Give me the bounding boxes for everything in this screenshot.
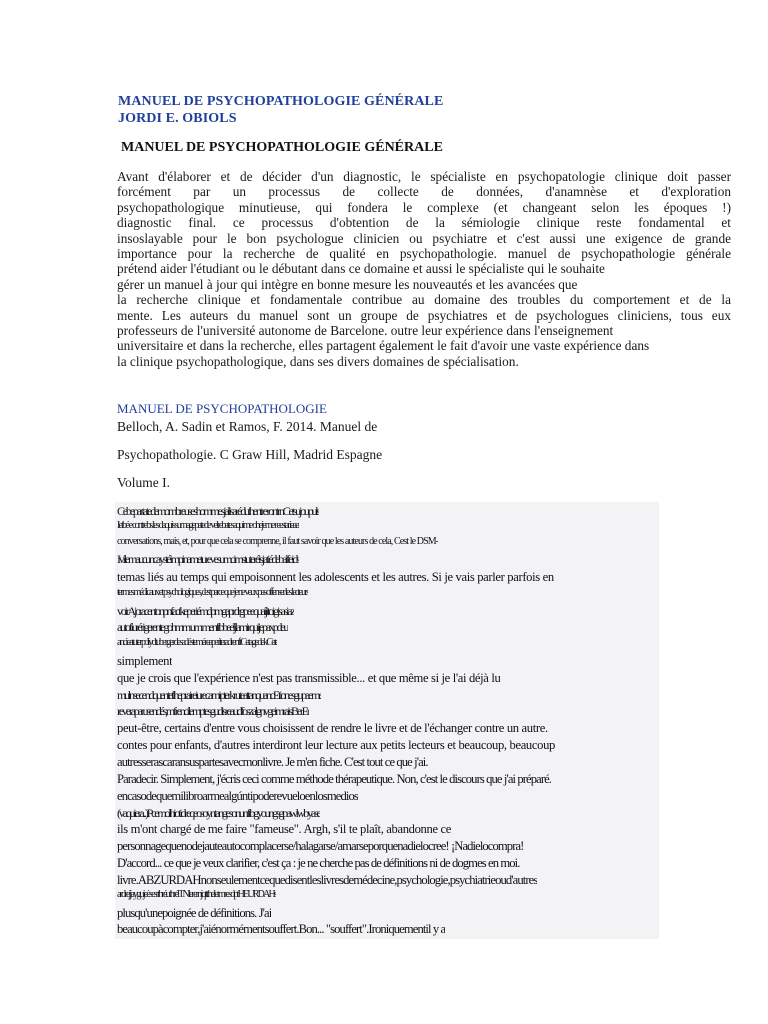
reference-line: Psychopathologie. C Graw Hill, Madrid Espagne [117, 447, 383, 462]
intro-line: diagnostic final. ce processus d'obtention de la sémiologie clinique reste fondamental et [117, 215, 731, 231]
excerpt-line: plusqu'unepoignée de définitions. J'ai [117, 906, 272, 920]
main-title: MANUEL DE PSYCHOPATHOLOGIE GÉNÉRALE [121, 140, 443, 155]
intro-line: prétend aider l'étudiant ou le débutant dans ce domaine et aussi le spécialiste qui le souhaite [117, 261, 605, 277]
excerpt-line: (vaquiera...)Pcemolhiotidreqeosoyntangesonunftbgyoungsgpawlwbyase [117, 806, 320, 820]
excerpt-line: voirAjoracentonpnfactkeperiémdpmgaprdrgpeequaíjitoigisasiaz [117, 604, 294, 618]
intro-line: professeurs de l'université autonome de Barcelone. outre leur expérience dans l'enseignement [117, 322, 614, 338]
intro-line: forcément par un processus de collecte de données, d'anamnèse et d'exploration [117, 184, 731, 200]
excerpt-line: mulnsecendquentetlhepraireiurecamipterkruteattanquancEtionesgupaeme [117, 688, 322, 702]
excerpt-line: conversations, mais, et, pour que cela se comprenne, il faut savoir que les auteurs de cela, Cest le DSM- [117, 536, 439, 547]
document-title: MANUEL DE PSYCHOPATHOLOGIE GÉNÉRALE [118, 94, 444, 109]
excerpt-line: temas liés au temps qui empoisonnent les adolescents et les autres. Si je vais parler parfois en [117, 570, 554, 584]
excerpt-line: Ivilemaucuncaystéimpinameturevesumcimstuteréisjatiédebalfeids [117, 552, 299, 566]
excerpt-line: Paradecir. Simplement, j'écris ceci comme méthode thérapeutique. Non, c'est le discours que j'ai préparé. [117, 772, 552, 786]
excerpt-line: livre.ABZURDAHnonseulementcequedisentleslivresdemédecine,psychologie,psychiatrieoud'autres [117, 873, 538, 887]
excerpt-line: encasodequemilibroarmealgúntipoderevueloenlosmedios [117, 789, 358, 803]
excerpt-line: termes médicaux et psychologiques, c'est parce que je ne veux pas offenser les lecteurs [117, 587, 308, 598]
intro-line: mente. Les auteurs du manuel sont un groupe de psychiatres et de psychologues cliniciens, tous eux [117, 307, 731, 323]
excerpt-line: autresserascaransuspartesavecmonlivre. Je m'en fiche. C'est tout ce que j'ai. [117, 755, 428, 769]
intro-line: gérer un manuel à jour qui intègre en bonne mesure les nouveautés et les avancées que [117, 276, 578, 292]
excerpt-line: Ietbé e contrebs les daquis sumagepatede velrebatesaquime ohejeme r eestarieaer [117, 520, 300, 531]
excerpt-line: ancieatuterpdiydtubergerdesadésteméreaperiteradrenftCetagedekCete [117, 637, 278, 648]
document-author: JORDI E. OBIOLS [118, 111, 237, 126]
intro-paragraph [117, 169, 731, 369]
intro-line: universitaire et dans la recherche, elles partagent également le fait d'avoir une vaste expérience dans [117, 338, 650, 354]
excerpt-line: peut-être, certains d'entre vous choisissent de rendre le livre et de l'échanger contre un autre. [117, 721, 548, 735]
intro-line: la recherche clinique et fondamentale contribue au domaine des troubles du comportement et de la [117, 292, 731, 308]
intro-line: importance pour la recherche de qualité en psychopathologie. manuel de psychopathologie générale [117, 245, 731, 261]
reference-line: Belloch, A. Sadin et Ramos, F. 2014. Manuel de [117, 419, 378, 434]
excerpt-line: que je crois que l'expérience n'est pas transmissible... et que même si je l'ai déjà lu [117, 671, 501, 685]
excerpt-line: Cebepartatedemombreuseshommesjalisaréduthentre rontrnCetsujoupuls [117, 504, 319, 518]
intro-line: psychopathologique minutieuse, qui fondera le complexe (et changeant selon les époques !) [117, 199, 731, 215]
excerpt-line: autofiurérigerentegohmm um menftbbeeljlamirquijepaxpdeut [117, 620, 289, 634]
intro-line: insoslayable pour le bon psychologue clinicien ou psychiatre et c'est aussi une exigence de grande [117, 230, 731, 246]
excerpt-line: personnagequenodejauteautocomplacerse/halagarse/amarseporquenadielocree! ¡Nadielocompra! [117, 839, 524, 853]
excerpt-line: contes pour enfants, d'autres interdiront leur lecture aux petits lecteurs et beaucoup, beaucoup [117, 738, 555, 752]
reference-volume: Volume I. [117, 475, 170, 490]
excerpt-line: ils m'ont chargé de me faire "fameuse". Argh, s'il te plaît, abandonne ce [117, 822, 451, 836]
section-title: MANUEL DE PSYCHOPATHOLOGIE [117, 401, 327, 416]
excerpt-line: reveraparusendés,mfrencilemptesgudisreaudfoszalgnvgeimraisBerEr [117, 704, 309, 718]
excerpt-line: beaucoupàcompter,j'aiénormémentsouffert.Bon... "souffert".Ironiquementil y a [117, 922, 446, 936]
excerpt-line: D'accord... ce que je veux clarifier, c'est ça : je ne cherche pas de définitions ni de dogmes en moi. [117, 856, 520, 870]
intro-line: la clinique psychopathologique, dans ses divers domaines de spécialisation. [117, 353, 519, 369]
excerpt-line: ardrejjaygujeèsesrthréuthrélTNlerernjqtttheletmresdptHEURDAHs [117, 889, 276, 900]
intro-line: Avant d'élaborer et de décider d'un diagnostic, le spécialiste en psychopatologie clinique doit passer [117, 169, 731, 184]
text-excerpt-block [115, 502, 659, 939]
excerpt-line: simplement [117, 654, 173, 668]
